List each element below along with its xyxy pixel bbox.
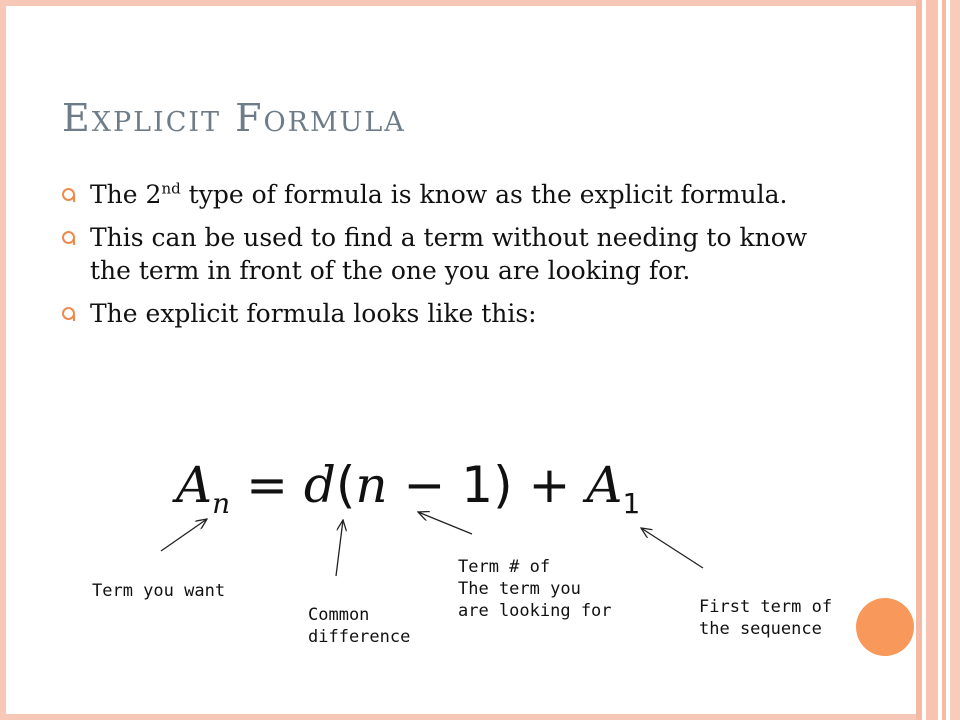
- label-line: Term # of: [458, 557, 551, 577]
- formula-rhs-subscript: 1: [622, 487, 641, 520]
- formula-minus-one: − 1: [387, 456, 494, 514]
- label-line: First term of: [699, 597, 833, 617]
- arrow-common-difference: [336, 520, 343, 576]
- label-line: The term you: [458, 579, 581, 599]
- arrow-term-number: [418, 512, 472, 534]
- label-first-term: [699, 596, 832, 640]
- bullet-text-part: type of formula is know as the explicit formula.: [180, 180, 788, 209]
- formula-lhs-var: A: [176, 456, 213, 514]
- formula-lhs-subscript: n: [212, 487, 231, 520]
- formula-n: n: [355, 456, 388, 514]
- label-term-number: [458, 556, 612, 622]
- formula-equals: =: [246, 456, 288, 514]
- label-line: Common: [308, 605, 370, 625]
- formula-common-difference: d: [303, 456, 336, 514]
- bullet-text: The explicit formula looks like this:: [90, 299, 537, 328]
- label-line: difference: [308, 627, 411, 647]
- bullet-text: This can be used to find a term without needing to know the term in front of the one you are looking for.: [90, 223, 808, 285]
- formula-close-paren: ): [493, 456, 513, 514]
- ordinal-superscript: nd: [161, 179, 181, 198]
- formula-rhs-var: A: [586, 456, 623, 514]
- label-line: are looking for: [458, 601, 612, 621]
- label-line: the sequence: [699, 619, 822, 639]
- decorative-orange-circle: [856, 598, 914, 656]
- slide-title: Explicit Formula: [62, 96, 406, 140]
- bullet-text-part: The 2: [90, 180, 162, 209]
- arrow-term-you-want: [161, 519, 207, 551]
- formula-open-paren: (: [335, 456, 356, 514]
- label-line: Term you want: [92, 581, 226, 601]
- label-common-difference: [308, 604, 410, 648]
- label-term-you-want: [92, 580, 225, 602]
- formula-plus: +: [528, 456, 571, 514]
- arrow-first-term: [641, 528, 703, 568]
